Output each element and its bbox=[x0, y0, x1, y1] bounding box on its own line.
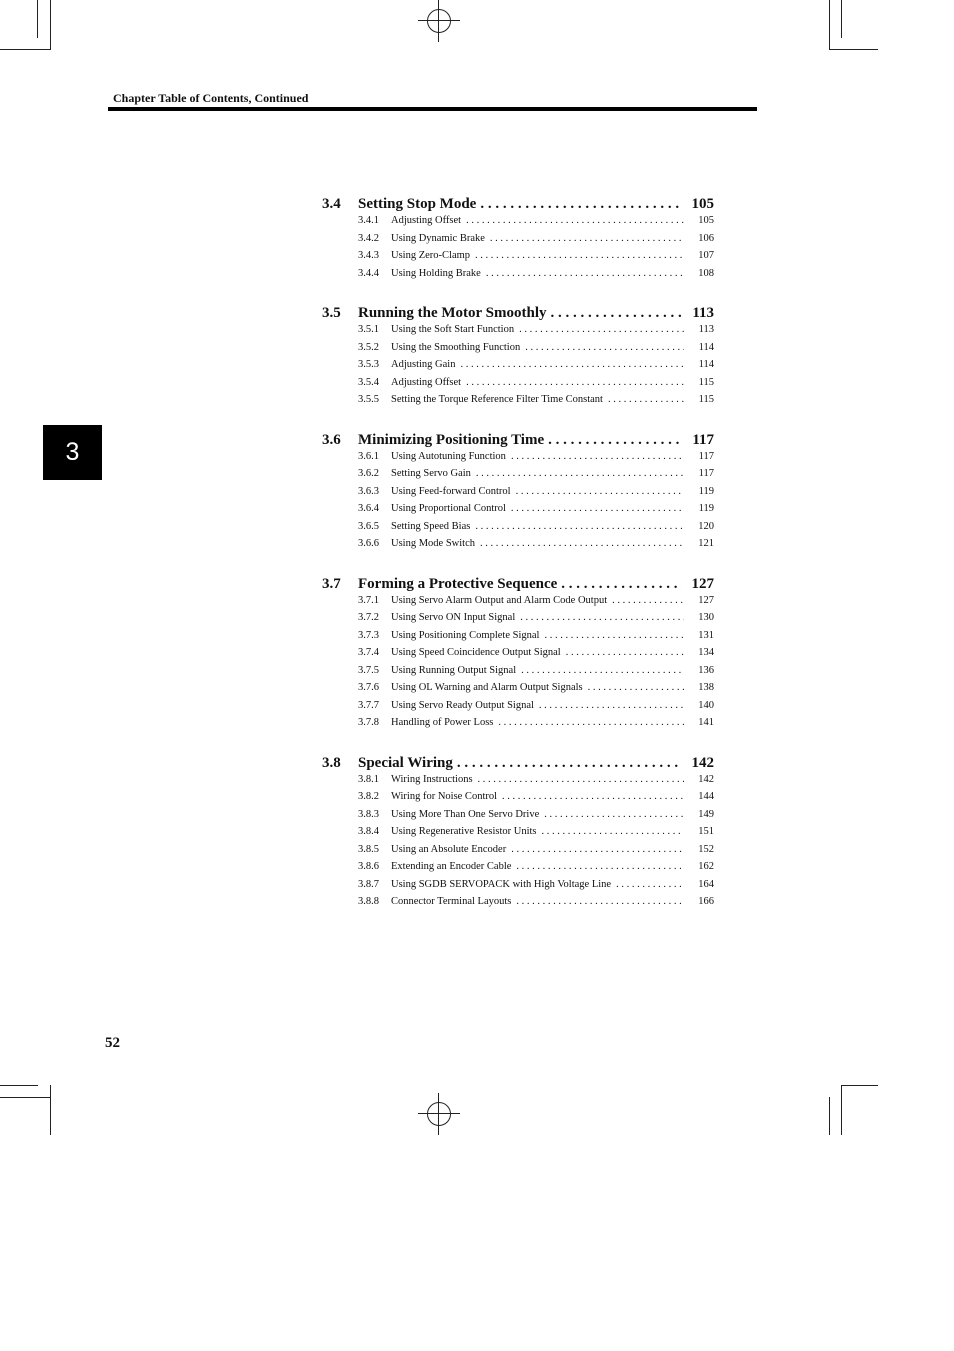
toc-entry[interactable] bbox=[322, 538, 714, 556]
entry-page: 138 bbox=[698, 682, 714, 693]
toc-entry[interactable] bbox=[322, 717, 714, 735]
section-title: Setting Stop Mode bbox=[358, 196, 477, 212]
toc-section bbox=[322, 305, 714, 412]
entry-page: 113 bbox=[698, 324, 714, 335]
toc-entry[interactable] bbox=[322, 451, 714, 469]
toc-entry[interactable] bbox=[322, 896, 714, 914]
toc-entry[interactable] bbox=[322, 468, 714, 486]
dot-leader bbox=[490, 233, 684, 244]
dot-leader bbox=[566, 647, 684, 658]
dot-leader bbox=[476, 468, 684, 479]
entry-title: Using OL Warning and Alarm Output Signals bbox=[391, 682, 583, 693]
entry-page: 162 bbox=[698, 861, 714, 872]
section-title: Minimizing Positioning Time bbox=[358, 431, 545, 448]
entry-number: 3.6.4 bbox=[358, 503, 379, 514]
toc-entry[interactable] bbox=[322, 503, 714, 521]
section-heading[interactable] bbox=[322, 305, 714, 324]
entry-page: 117 bbox=[698, 468, 714, 479]
entry-title: Using the Smoothing Function bbox=[391, 341, 521, 353]
entry-number: 3.7.6 bbox=[358, 682, 379, 693]
entry-title: Using Servo Ready Output Signal bbox=[391, 699, 534, 711]
toc-entry[interactable] bbox=[322, 342, 714, 360]
toc-entry[interactable] bbox=[322, 521, 714, 539]
dot-leader bbox=[612, 595, 684, 606]
dot-leader bbox=[516, 861, 684, 872]
toc-entry[interactable] bbox=[322, 630, 714, 648]
entry-page: 115 bbox=[698, 394, 714, 405]
toc-entry[interactable] bbox=[322, 665, 714, 683]
section-page: 142 bbox=[691, 754, 714, 771]
entry-number: 3.6.2 bbox=[358, 468, 379, 479]
entry-number: 3.4.3 bbox=[358, 250, 379, 261]
dot-leader bbox=[588, 682, 684, 693]
entry-title: Handling of Power Loss bbox=[391, 717, 494, 728]
entry-title: Using Servo ON Input Signal bbox=[391, 612, 516, 623]
toc-section bbox=[322, 755, 714, 914]
entry-page: 119 bbox=[698, 485, 714, 497]
entry-number: 3.4.2 bbox=[358, 232, 379, 244]
entry-number: 3.6.5 bbox=[358, 520, 379, 532]
entry-title: Using Dynamic Brake bbox=[391, 232, 485, 244]
dot-leader bbox=[466, 215, 684, 226]
entry-page: 117 bbox=[698, 450, 714, 462]
dot-leader bbox=[475, 250, 684, 261]
section-heading[interactable] bbox=[322, 196, 714, 215]
entry-page: 131 bbox=[698, 629, 714, 641]
section-number: 3.6 bbox=[322, 431, 341, 448]
toc-section bbox=[322, 576, 714, 735]
toc-entry[interactable] bbox=[322, 612, 714, 630]
entry-number: 3.7.5 bbox=[358, 664, 379, 676]
entry-title: Using Autotuning Function bbox=[391, 450, 506, 462]
dot-leader bbox=[542, 826, 684, 837]
entry-title: Using Regenerative Resistor Units bbox=[391, 826, 537, 837]
entry-title: Using Running Output Signal bbox=[391, 664, 517, 676]
toc-entry[interactable] bbox=[322, 774, 714, 792]
entry-number: 3.8.3 bbox=[358, 808, 379, 820]
entry-page: 149 bbox=[698, 808, 714, 820]
toc-entry[interactable] bbox=[322, 268, 714, 286]
entry-page: 106 bbox=[698, 232, 714, 244]
entry-title: Using Proportional Control bbox=[391, 503, 506, 514]
entry-number: 3.8.7 bbox=[358, 878, 379, 890]
dot-leader bbox=[561, 576, 682, 593]
dot-leader bbox=[548, 432, 682, 449]
section-number: 3.4 bbox=[322, 196, 341, 212]
entry-number: 3.4.4 bbox=[358, 267, 379, 279]
entry-title: Setting the Torque Reference Filter Time Constant bbox=[391, 394, 603, 405]
entry-title: Using SGDB SERVOPACK with High Voltage Line bbox=[391, 878, 612, 890]
dot-leader bbox=[551, 305, 683, 322]
dot-leader bbox=[516, 486, 684, 497]
entry-number: 3.6.6 bbox=[358, 538, 379, 549]
entry-title: Using Speed Coincidence Output Signal bbox=[391, 647, 561, 658]
entry-number: 3.4.1 bbox=[358, 215, 379, 226]
entry-title: Using Positioning Complete Signal bbox=[391, 629, 540, 641]
entry-title: Connector Terminal Layouts bbox=[391, 896, 512, 907]
toc-entry[interactable] bbox=[322, 682, 714, 700]
section-heading[interactable] bbox=[322, 432, 714, 451]
toc-entry[interactable] bbox=[322, 861, 714, 879]
entry-number: 3.8.4 bbox=[358, 826, 379, 837]
dot-leader bbox=[608, 394, 684, 405]
entry-page: 121 bbox=[698, 538, 714, 549]
toc-entry[interactable] bbox=[322, 809, 714, 827]
dot-leader bbox=[511, 451, 684, 462]
entry-page: 108 bbox=[698, 267, 714, 279]
section-title: Forming a Protective Sequence bbox=[358, 575, 558, 592]
entry-number: 3.6.3 bbox=[358, 485, 379, 497]
toc-section bbox=[322, 196, 714, 285]
toc-entry[interactable] bbox=[322, 324, 714, 342]
entry-title: Using More Than One Servo Drive bbox=[391, 808, 540, 820]
entry-title: Extending an Encoder Cable bbox=[391, 861, 512, 872]
entry-number: 3.7.8 bbox=[358, 717, 379, 728]
entry-page: 114 bbox=[698, 359, 714, 370]
entry-title: Using Mode Switch bbox=[391, 538, 475, 549]
dot-leader bbox=[480, 538, 684, 549]
header-rule bbox=[108, 107, 757, 111]
dot-leader bbox=[511, 503, 684, 514]
entry-number: 3.7.7 bbox=[358, 699, 379, 711]
dot-leader bbox=[511, 844, 684, 855]
section-number: 3.8 bbox=[322, 754, 341, 771]
entry-number: 3.5.3 bbox=[358, 359, 379, 370]
section-page: 113 bbox=[692, 305, 714, 321]
entry-page: 105 bbox=[698, 215, 714, 226]
dot-leader bbox=[616, 879, 684, 890]
chapter-thumb-tab: 3 bbox=[43, 425, 102, 480]
entry-number: 3.8.1 bbox=[358, 773, 379, 785]
entry-page: 107 bbox=[698, 250, 714, 261]
toc-entry[interactable] bbox=[322, 595, 714, 613]
entry-title: Setting Speed Bias bbox=[391, 520, 471, 532]
dot-leader bbox=[475, 521, 684, 532]
entry-title: Using Feed-forward Control bbox=[391, 485, 511, 497]
dot-leader bbox=[516, 896, 684, 907]
entry-title: Adjusting Offset bbox=[391, 215, 462, 226]
entry-page: 142 bbox=[698, 773, 714, 785]
entry-page: 144 bbox=[698, 791, 714, 802]
entry-page: 151 bbox=[698, 826, 714, 837]
dot-leader bbox=[520, 612, 684, 623]
toc-entry[interactable] bbox=[322, 394, 714, 412]
dot-leader bbox=[544, 809, 684, 820]
entry-title: Using Holding Brake bbox=[391, 267, 481, 279]
entry-number: 3.5.5 bbox=[358, 394, 379, 405]
entry-number: 3.5.4 bbox=[358, 376, 379, 388]
section-page: 117 bbox=[692, 431, 714, 448]
entry-title: Adjusting Offset bbox=[391, 376, 462, 388]
entry-page: 115 bbox=[698, 376, 714, 388]
dot-leader bbox=[457, 755, 682, 772]
toc-entry[interactable] bbox=[322, 879, 714, 897]
entry-page: 134 bbox=[698, 647, 714, 658]
toc-entry[interactable] bbox=[322, 826, 714, 844]
entry-number: 3.8.6 bbox=[358, 861, 379, 872]
entry-number: 3.8.2 bbox=[358, 791, 379, 802]
dot-leader bbox=[521, 665, 684, 676]
toc-entry[interactable] bbox=[322, 250, 714, 268]
toc-entry[interactable] bbox=[322, 215, 714, 233]
dot-leader bbox=[478, 774, 684, 785]
entry-number: 3.7.1 bbox=[358, 594, 379, 606]
entry-number: 3.7.2 bbox=[358, 612, 379, 623]
entry-page: 119 bbox=[698, 503, 714, 514]
entry-page: 141 bbox=[698, 717, 714, 728]
dot-leader bbox=[544, 630, 684, 641]
dot-leader bbox=[502, 791, 684, 802]
toc-entry[interactable] bbox=[322, 791, 714, 809]
section-title: Running the Motor Smoothly bbox=[358, 305, 547, 321]
table-of-contents bbox=[322, 196, 714, 934]
dot-leader bbox=[460, 359, 684, 370]
running-header: Chapter Table of Contents, Continued bbox=[113, 91, 309, 105]
toc-section bbox=[322, 432, 714, 556]
toc-entry[interactable] bbox=[322, 359, 714, 377]
entry-number: 3.5.2 bbox=[358, 341, 379, 353]
entry-page: 166 bbox=[698, 896, 714, 907]
section-number: 3.7 bbox=[322, 575, 341, 592]
entry-page: 164 bbox=[698, 878, 714, 890]
toc-entry[interactable] bbox=[322, 844, 714, 862]
page-number: 52 bbox=[105, 1035, 120, 1051]
entry-page: 136 bbox=[698, 664, 714, 676]
dot-leader bbox=[539, 700, 684, 711]
section-page: 105 bbox=[691, 196, 714, 212]
dot-leader bbox=[498, 717, 684, 728]
section-heading[interactable] bbox=[322, 755, 714, 774]
section-number: 3.5 bbox=[322, 305, 341, 321]
toc-entry[interactable] bbox=[322, 700, 714, 718]
entry-title: Setting Servo Gain bbox=[391, 468, 471, 479]
entry-number: 3.7.3 bbox=[358, 629, 379, 641]
section-page: 127 bbox=[691, 575, 714, 592]
entry-number: 3.8.5 bbox=[358, 843, 379, 855]
dot-leader bbox=[486, 268, 684, 279]
entry-page: 140 bbox=[698, 699, 714, 711]
entry-title: Using Servo Alarm Output and Alarm Code Output bbox=[391, 594, 608, 606]
dot-leader bbox=[466, 377, 684, 388]
entry-page: 130 bbox=[698, 612, 714, 623]
entry-page: 120 bbox=[698, 520, 714, 532]
entry-page: 114 bbox=[698, 341, 714, 353]
dot-leader bbox=[519, 324, 684, 335]
entry-number: 3.6.1 bbox=[358, 450, 379, 462]
section-heading[interactable] bbox=[322, 576, 714, 595]
section-title: Special Wiring bbox=[358, 754, 453, 771]
entry-page: 127 bbox=[698, 594, 714, 606]
entry-number: 3.7.4 bbox=[358, 647, 379, 658]
entry-page: 152 bbox=[698, 843, 714, 855]
toc-entry[interactable] bbox=[322, 486, 714, 504]
entry-number: 3.8.8 bbox=[358, 896, 379, 907]
entry-title: Wiring Instructions bbox=[391, 773, 473, 785]
toc-entry[interactable] bbox=[322, 377, 714, 395]
dot-leader bbox=[480, 196, 682, 213]
entry-title: Using the Soft Start Function bbox=[391, 324, 515, 335]
entry-title: Using Zero-Clamp bbox=[391, 250, 471, 261]
entry-title: Wiring for Noise Control bbox=[391, 791, 498, 802]
entry-title: Using an Absolute Encoder bbox=[391, 843, 507, 855]
entry-number: 3.5.1 bbox=[358, 324, 379, 335]
entry-title: Adjusting Gain bbox=[391, 359, 456, 370]
dot-leader bbox=[525, 342, 684, 353]
toc-entry[interactable] bbox=[322, 647, 714, 665]
toc-entry[interactable] bbox=[322, 233, 714, 251]
